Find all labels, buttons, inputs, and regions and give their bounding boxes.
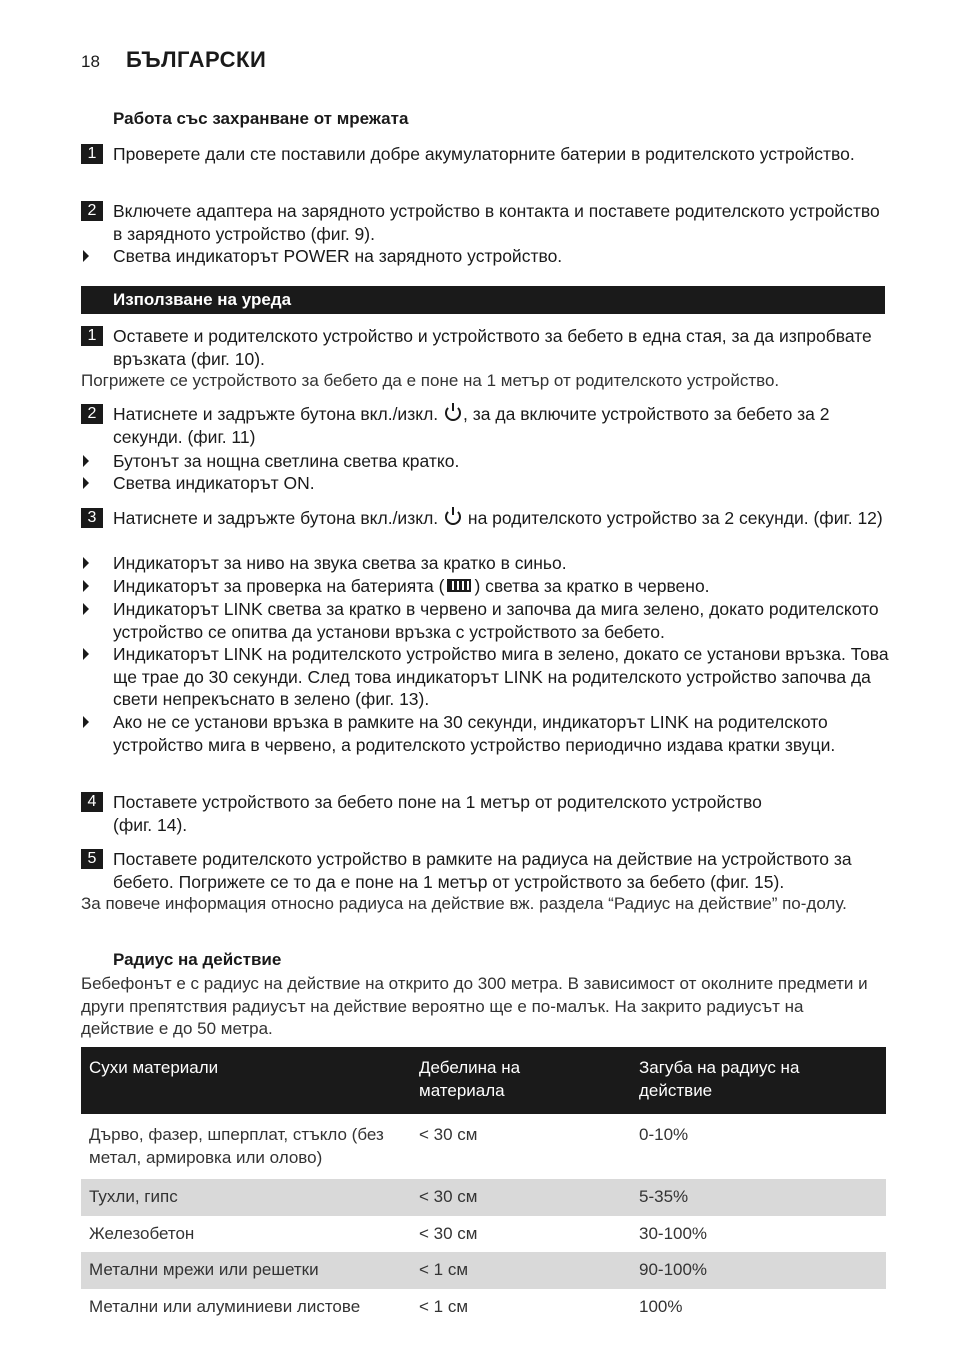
table-cell: < 1 см <box>411 1252 631 1289</box>
table-cell: Метални мрежи или решетки <box>81 1252 411 1289</box>
table-cell: 0-10% <box>639 1125 689 1144</box>
step-number: 1 <box>81 144 103 164</box>
power-icon <box>445 509 461 525</box>
section-usage-bar <box>81 286 885 314</box>
bullet-text: Индикаторът LINK светва за кратко в червено и започва да мига зелено, докато родителското устройство се опитва да установи връзка с устройството за бебето. <box>113 599 879 642</box>
mains-step-2 <box>81 200 891 245</box>
table-cell: < 30 см <box>419 1223 478 1243</box>
range-table <box>81 1047 886 1325</box>
table-header-cell: Загуба на радиус на действие <box>631 1047 886 1114</box>
table-cell: Тухли, гипс <box>81 1179 411 1216</box>
step-text: Поставете устройството за бебето поне на 1 метър от родителското устройство (фиг. 14). <box>113 792 762 835</box>
table-header-cell: Сухи материали <box>81 1047 411 1114</box>
section-range-title: Радиус на действие <box>113 950 282 969</box>
table-row <box>81 1216 886 1253</box>
bullet-marker-icon <box>83 603 89 615</box>
table-cell: Метални или алуминиеви листове <box>89 1296 361 1316</box>
step-number: 2 <box>81 404 103 424</box>
usage-bullet-volume <box>81 552 891 575</box>
bullet-text: Индикаторът за ниво на звука светва за кратко в синьо. <box>113 553 567 573</box>
step-text-part: Натиснете и задръжте бутона вкл./изкл. <box>113 508 439 528</box>
step-text: Оставете и родителското устройство и устройството за бебето в една стая, за да изпробвате връзката (фиг. 10). <box>113 326 872 369</box>
usage-step-4 <box>81 791 781 836</box>
step-number: 5 <box>81 849 103 869</box>
bullet-marker-icon <box>83 477 89 489</box>
table-cell: < 30 см <box>411 1179 631 1216</box>
step-number: 2 <box>81 201 103 221</box>
bullet-marker-icon <box>83 580 89 592</box>
usage-step-2 <box>81 403 891 448</box>
bullet-text: Светва индикаторът ON. <box>113 473 315 493</box>
bullet-marker-icon <box>83 250 89 262</box>
table-cell: 100% <box>639 1296 683 1316</box>
usage-bullet-link-1 <box>81 598 891 643</box>
language-heading: БЪЛГАРСКИ <box>126 47 267 72</box>
bullet-text: Ако не се установи връзка в рамките на 30 секунди, индикаторът LINK на родителското устройство мига в червено, а родителското устройство периодично издава кратки звуци. <box>113 712 836 755</box>
mains-step-1 <box>81 143 891 166</box>
table-header-cell: Дебелина на материала <box>411 1047 631 1114</box>
bullet-text-part: ) светва за кратко в червено. <box>474 576 710 596</box>
bullet-marker-icon <box>83 557 89 569</box>
usage-step-3 <box>81 507 891 530</box>
usage-bullet-battery <box>81 575 891 598</box>
bullet-marker-icon <box>83 648 89 660</box>
step-text: Проверете дали сте поставили добре акумулаторните батерии в родителското устройство. <box>113 144 855 164</box>
section-usage-title: Използване на уреда <box>113 290 292 309</box>
step-number: 1 <box>81 326 103 346</box>
table-cell: Железобетон <box>89 1223 195 1243</box>
page-number: 18 <box>81 52 100 71</box>
step-text: Включете адаптера на зарядното устройство в контакта и поставете родителското устройство в зарядното устройство (фиг. 9). <box>113 201 880 244</box>
bullet-text: Индикаторът LINK на родителското устройство мига в зелено, докато се установи връзка. Това ще трае до 30 секунди. След това индикаторът LINK на родителското устройство започва да свети непрекъснато в зелено (фиг. 13). <box>113 644 889 709</box>
table-cell: < 30 см <box>419 1125 478 1144</box>
bullet-marker-icon <box>83 455 89 467</box>
bullet-text <box>113 575 891 598</box>
range-paragraph: Бебефонът е с радиус на действие на открито до 300 метра. В зависимост от околните предмети и други препятствия радиусът на действие вероятно ще е по-малък. На закрито радиусът на действие е до 50 метра. <box>81 974 868 1038</box>
table-cell: 30-100% <box>639 1223 708 1243</box>
usage-step-5 <box>81 848 891 893</box>
table-cell: Дърво, фазер, шперплат, стъкло (без метал, армировка или олово) <box>89 1125 384 1167</box>
usage-step-1 <box>81 325 891 370</box>
table-cell: 90-100% <box>631 1252 886 1289</box>
step-text: Поставете родителското устройство в рамките на радиуса на действие на устройството за бебето. Погрижете се то да е поне на 1 метър от устройството за бебето (фиг. 15). <box>113 849 852 892</box>
table-cell: < 1 см <box>419 1296 469 1316</box>
bullet-text-part: Индикаторът за проверка на батерията ( <box>113 576 445 596</box>
table-row <box>81 1289 886 1326</box>
usage-bullet-on <box>81 472 891 495</box>
battery-icon <box>447 579 471 592</box>
usage-note-2: За повече информация относно радиуса на действие вж. раздела “Радиус на действие” по-долу. <box>81 894 847 913</box>
usage-bullet-link-3 <box>81 711 891 756</box>
table-cell: 5-35% <box>631 1179 886 1216</box>
usage-note-1: Погрижете се устройството за бебето да е поне на 1 метър от родителското устройство. <box>81 371 780 390</box>
bullet-text: Бутонът за нощна светлина светва кратко. <box>113 451 460 471</box>
mains-bullet-1 <box>81 245 891 268</box>
step-text <box>113 403 891 448</box>
step-text <box>113 507 891 530</box>
step-number: 4 <box>81 792 103 812</box>
section-mains-title: Работа със захранване от мрежата <box>113 109 409 128</box>
step-number: 3 <box>81 508 103 528</box>
table-row <box>81 1179 886 1216</box>
usage-bullet-night-light <box>81 450 891 473</box>
step-text-part: на родителското устройство за 2 секунди. (фиг. 12) <box>463 508 883 528</box>
step-text-part: , за да включите устройството за бебето за 2 секунди. (фиг. 11) <box>113 404 830 447</box>
bullet-text: Светва индикаторът POWER на зарядното устройство. <box>113 246 563 266</box>
table-row <box>81 1252 886 1289</box>
usage-bullet-link-2 <box>81 643 891 711</box>
table-row <box>81 1114 886 1179</box>
power-icon <box>445 405 461 421</box>
step-text-part: Натиснете и задръжте бутона вкл./изкл. <box>113 404 439 424</box>
bullet-marker-icon <box>83 716 89 728</box>
table-header-row <box>81 1047 886 1114</box>
